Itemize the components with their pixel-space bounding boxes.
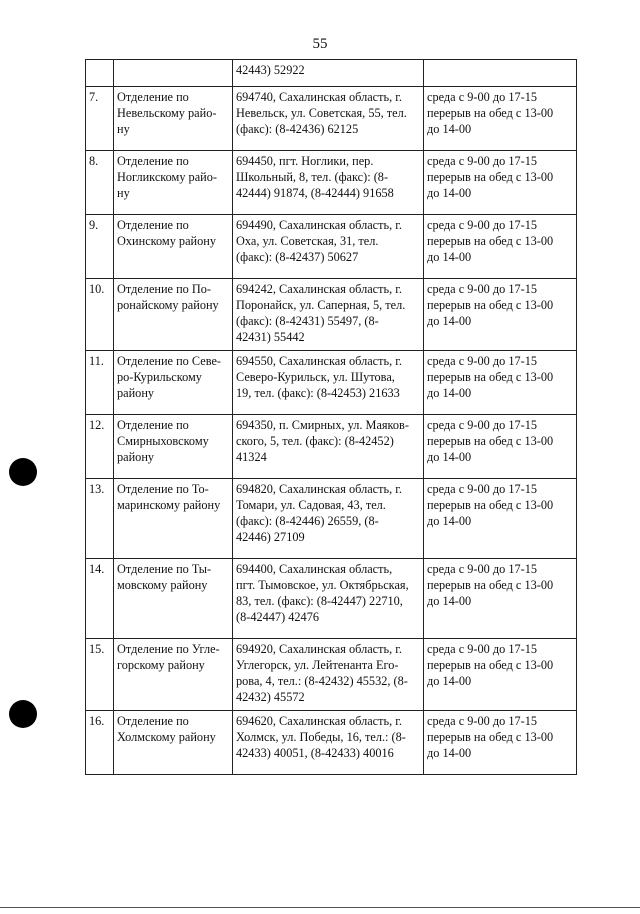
row-number-cell: 12. bbox=[86, 415, 114, 479]
office-address-line: Невельск, ул. Советская, 55, тел. bbox=[236, 106, 407, 120]
office-address-line: 694242, Сахалинская область, г. bbox=[236, 282, 402, 296]
office-hours-line: среда с 9-00 до 17-15 bbox=[427, 714, 538, 728]
office-name-line: Отделение по Севе- bbox=[117, 354, 221, 368]
office-name-line: Отделение по bbox=[117, 90, 189, 104]
office-name-line: ну bbox=[117, 122, 130, 136]
office-hours-line: перерыв на обед с 13-00 bbox=[427, 170, 554, 184]
office-hours-line: до 14-00 bbox=[427, 594, 472, 608]
row-number-cell: 13. bbox=[86, 479, 114, 559]
office-address-line: 694450, пгт. Ноглики, пер. bbox=[236, 154, 374, 168]
offices-schedule-table bbox=[85, 59, 577, 775]
office-hours-line: среда с 9-00 до 17-15 bbox=[427, 282, 538, 296]
office-name-line: Охинскому району bbox=[117, 234, 216, 248]
row-number-cell: 7. bbox=[86, 87, 114, 151]
office-name-line: горскому району bbox=[117, 658, 205, 672]
office-name-cell bbox=[114, 60, 233, 87]
office-address-line: 694820, Сахалинская область, г. bbox=[236, 482, 402, 496]
office-hours-line: до 14-00 bbox=[427, 746, 472, 760]
punch-hole-lower bbox=[9, 700, 37, 728]
office-name-cell bbox=[114, 711, 233, 775]
table-row bbox=[86, 479, 577, 559]
office-address-cell bbox=[233, 351, 424, 415]
office-hours-line: перерыв на обед с 13-00 bbox=[427, 730, 554, 744]
office-address-line: 694350, п. Смирных, ул. Маяков- bbox=[236, 418, 409, 432]
office-name-line: Отделение по bbox=[117, 218, 189, 232]
office-name-cell bbox=[114, 351, 233, 415]
office-hours-cell bbox=[424, 351, 577, 415]
office-address-line: 694400, Сахалинская область, bbox=[236, 562, 393, 576]
office-hours-line: перерыв на обед с 13-00 bbox=[427, 658, 554, 672]
office-address-line: (факс): (8-42436) 62125 bbox=[236, 122, 359, 136]
office-name-line: мовскому району bbox=[117, 578, 208, 592]
office-hours-cell bbox=[424, 151, 577, 215]
office-hours-cell bbox=[424, 60, 577, 87]
office-address-line: 694620, Сахалинская область, г. bbox=[236, 714, 402, 728]
office-hours-cell bbox=[424, 559, 577, 639]
office-name-cell bbox=[114, 151, 233, 215]
office-address-line: 83, тел. (факс): (8-42447) 22710, bbox=[236, 594, 403, 608]
table-row bbox=[86, 215, 577, 279]
office-address-cell: 42443) 52922 bbox=[233, 60, 424, 87]
table-row bbox=[86, 87, 577, 151]
office-hours-line: до 14-00 bbox=[427, 186, 472, 200]
office-name-cell bbox=[114, 279, 233, 351]
office-name-cell bbox=[114, 87, 233, 151]
office-hours-cell bbox=[424, 479, 577, 559]
office-name-line: району bbox=[117, 450, 155, 464]
office-hours-line: среда с 9-00 до 17-15 bbox=[427, 354, 538, 368]
office-name-line: Ногликскому райо- bbox=[117, 170, 217, 184]
table-row bbox=[86, 151, 577, 215]
office-name-line: Отделение по bbox=[117, 154, 189, 168]
table-body bbox=[86, 60, 577, 775]
office-hours-line: среда с 9-00 до 17-15 bbox=[427, 218, 538, 232]
office-name-line: Отделение по По- bbox=[117, 282, 212, 296]
office-address-line: (факс): (8-42431) 55497, (8- bbox=[236, 314, 379, 328]
office-address-line: рова, 4, тел.: (8-42432) 45532, (8- bbox=[236, 674, 408, 688]
office-hours-cell bbox=[424, 279, 577, 351]
office-hours-line: среда с 9-00 до 17-15 bbox=[427, 562, 538, 576]
office-address-line: 42444) 91874, (8-42444) 91658 bbox=[236, 186, 394, 200]
office-hours-line: перерыв на обед с 13-00 bbox=[427, 498, 554, 512]
table-row bbox=[86, 639, 577, 711]
office-address-line: 694740, Сахалинская область, г. bbox=[236, 90, 402, 104]
office-hours-line: до 14-00 bbox=[427, 674, 472, 688]
page-number: 55 bbox=[312, 36, 328, 52]
row-number-cell: 14. bbox=[86, 559, 114, 639]
page-bottom-rule bbox=[0, 907, 640, 908]
office-address-line: (факс): (8-42446) 26559, (8- bbox=[236, 514, 379, 528]
punch-hole-upper bbox=[9, 458, 37, 486]
office-address-cell bbox=[233, 151, 424, 215]
office-address-line: (8-42447) 42476 bbox=[236, 610, 319, 624]
office-address-line: 42433) 40051, (8-42433) 40016 bbox=[236, 746, 394, 760]
office-address-line: Томари, ул. Садовая, 43, тел. bbox=[236, 498, 386, 512]
office-name-cell bbox=[114, 479, 233, 559]
office-hours-cell bbox=[424, 639, 577, 711]
row-number-cell bbox=[86, 60, 114, 87]
office-hours-line: до 14-00 bbox=[427, 314, 472, 328]
office-hours-cell bbox=[424, 87, 577, 151]
table-row bbox=[86, 279, 577, 351]
office-address-line: 42446) 27109 bbox=[236, 530, 305, 544]
office-address-line: Северо-Курильск, ул. Шутова, bbox=[236, 370, 395, 384]
office-address-line: (факс): (8-42437) 50627 bbox=[236, 250, 359, 264]
office-hours-line: перерыв на обед с 13-00 bbox=[427, 578, 554, 592]
row-number-cell: 11. bbox=[86, 351, 114, 415]
office-address-cell bbox=[233, 87, 424, 151]
office-address-line: 41324 bbox=[236, 450, 267, 464]
row-number-cell: 8. bbox=[86, 151, 114, 215]
office-name-cell bbox=[114, 415, 233, 479]
office-hours-line: перерыв на обед с 13-00 bbox=[427, 434, 554, 448]
office-address-line: 42432) 45572 bbox=[236, 690, 305, 704]
office-hours-line: до 14-00 bbox=[427, 386, 472, 400]
office-name-line: ронайскому району bbox=[117, 298, 219, 312]
row-number-cell: 15. bbox=[86, 639, 114, 711]
office-address-line: Углегорск, ул. Лейтенанта Его- bbox=[236, 658, 399, 672]
office-hours-line: до 14-00 bbox=[427, 122, 472, 136]
office-address-line: 19, тел. (факс): (8-42453) 21633 bbox=[236, 386, 400, 400]
office-name-cell bbox=[114, 215, 233, 279]
table-row bbox=[86, 559, 577, 639]
office-name-line: ро-Курильскому bbox=[117, 370, 202, 384]
table-row-continuation bbox=[86, 60, 577, 87]
office-name-cell bbox=[114, 639, 233, 711]
office-name-line: маринскому району bbox=[117, 498, 221, 512]
office-hours-line: среда с 9-00 до 17-15 bbox=[427, 642, 538, 656]
office-address-cell bbox=[233, 639, 424, 711]
office-name-line: Невельскому райо- bbox=[117, 106, 217, 120]
office-hours-line: среда с 9-00 до 17-15 bbox=[427, 90, 538, 104]
row-number-cell: 10. bbox=[86, 279, 114, 351]
office-address-line: Холмск, ул. Победы, 16, тел.: (8- bbox=[236, 730, 406, 744]
office-address-line: 694490, Сахалинская область, г. bbox=[236, 218, 402, 232]
office-address-line: Поронайск, ул. Саперная, 5, тел. bbox=[236, 298, 406, 312]
office-address-cell bbox=[233, 479, 424, 559]
office-address-line: 694550, Сахалинская область, г. bbox=[236, 354, 402, 368]
office-address-cell bbox=[233, 711, 424, 775]
office-address-cell bbox=[233, 279, 424, 351]
office-hours-line: перерыв на обед с 13-00 bbox=[427, 234, 554, 248]
office-hours-cell bbox=[424, 415, 577, 479]
office-hours-line: до 14-00 bbox=[427, 450, 472, 464]
office-hours-line: среда с 9-00 до 17-15 bbox=[427, 418, 538, 432]
office-hours-line: до 14-00 bbox=[427, 514, 472, 528]
office-name-line: Отделение по Ты- bbox=[117, 562, 212, 576]
office-name-cell bbox=[114, 559, 233, 639]
office-hours-line: перерыв на обед с 13-00 bbox=[427, 298, 554, 312]
office-name-line: Отделение по Угле- bbox=[117, 642, 220, 656]
office-name-line: Отделение по bbox=[117, 714, 189, 728]
office-address-line: 42431) 55442 bbox=[236, 330, 305, 344]
office-name-line: Отделение по bbox=[117, 418, 189, 432]
row-number-cell: 9. bbox=[86, 215, 114, 279]
office-name-line: району bbox=[117, 386, 155, 400]
office-hours-line: перерыв на обед с 13-00 bbox=[427, 370, 554, 384]
table-row bbox=[86, 711, 577, 775]
office-address-line: 694920, Сахалинская область, г. bbox=[236, 642, 402, 656]
office-hours-line: среда с 9-00 до 17-15 bbox=[427, 154, 538, 168]
office-hours-line: среда с 9-00 до 17-15 bbox=[427, 482, 538, 496]
office-name-line: Отделение по То- bbox=[117, 482, 209, 496]
office-address-line: Школьный, 8, тел. (факс): (8- bbox=[236, 170, 389, 184]
office-hours-line: до 14-00 bbox=[427, 250, 472, 264]
row-number-cell: 16. bbox=[86, 711, 114, 775]
office-hours-line: перерыв на обед с 13-00 bbox=[427, 106, 554, 120]
office-name-line: Смирныховскому bbox=[117, 434, 209, 448]
office-address-cell bbox=[233, 215, 424, 279]
table-row bbox=[86, 351, 577, 415]
office-address-cell bbox=[233, 559, 424, 639]
office-hours-cell bbox=[424, 711, 577, 775]
office-name-line: ну bbox=[117, 186, 130, 200]
table-row bbox=[86, 415, 577, 479]
office-name-line: Холмскому району bbox=[117, 730, 216, 744]
office-address-line: пгт. Тымовское, ул. Октябрьская, bbox=[236, 578, 409, 592]
office-address-line: Оха, ул. Советская, 31, тел. bbox=[236, 234, 379, 248]
office-address-cell bbox=[233, 415, 424, 479]
office-address-line: ского, 5, тел. (факс): (8-42452) bbox=[236, 434, 394, 448]
office-hours-cell bbox=[424, 215, 577, 279]
